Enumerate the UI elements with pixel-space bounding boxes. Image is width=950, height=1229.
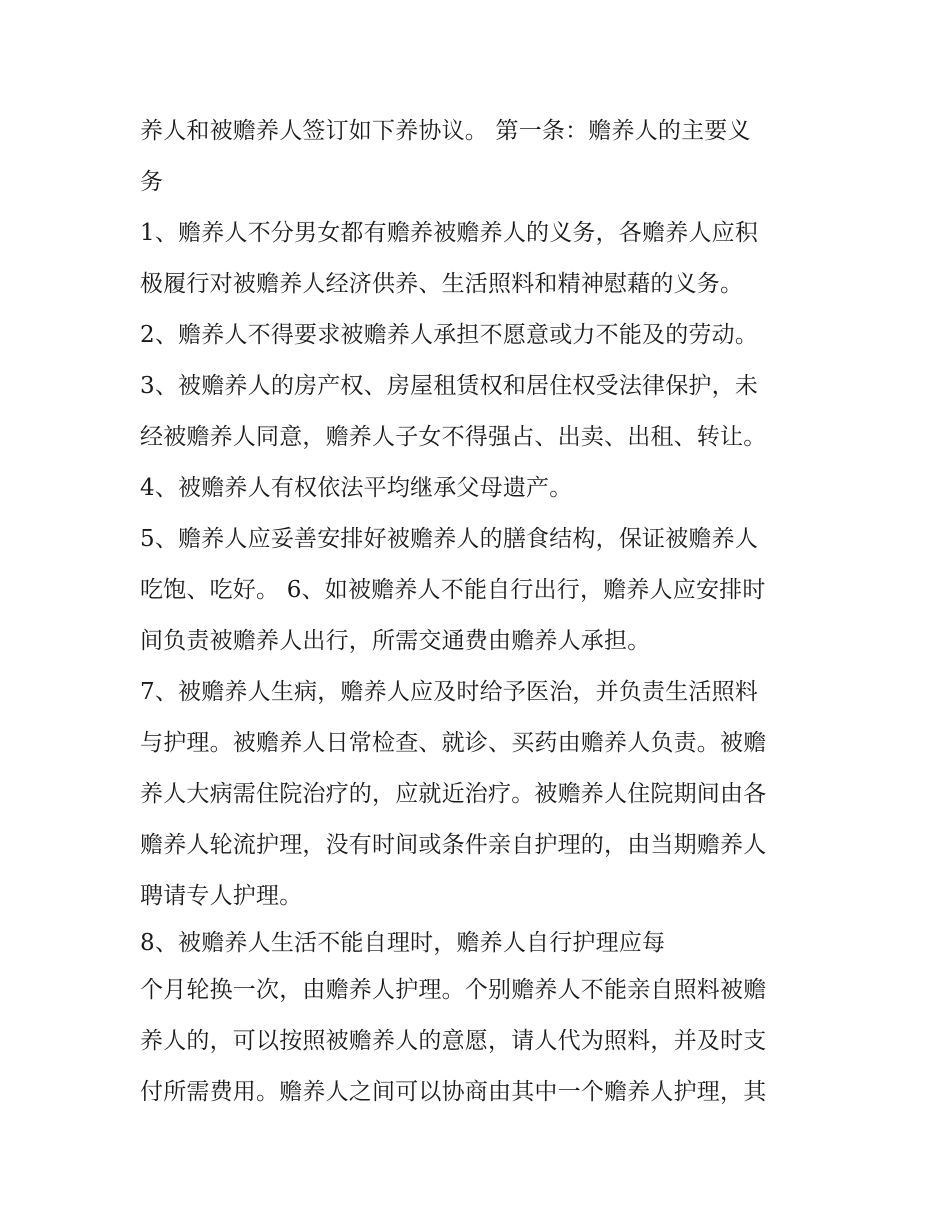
text-line: 8、被赡养人生活不能自理时，赡养人自行护理应每 bbox=[140, 930, 666, 956]
text-line: 付所需费用。赡养人之间可以协商由其中一个赡养人护理，其 bbox=[140, 1079, 767, 1105]
text-line: 极履行对被赡养人经济供养、生活照料和精神慰藉的义务。 bbox=[140, 271, 744, 297]
text-line: 与护理。被赡养人日常检查、就诊、买药由赡养人负责。被赡 bbox=[140, 730, 767, 756]
text-line: 养人大病需住院治疗的，应就近治疗。被赡养人住院期间由各 bbox=[140, 781, 767, 807]
text-line: 聘请专人护理。 bbox=[140, 883, 303, 909]
text-line: 养人的，可以按照被赡养人的意愿，请人代为照料，并及时支 bbox=[140, 1028, 767, 1054]
text-line: 4、被赡养人有权依法平均继承父母遗产。 bbox=[140, 475, 573, 501]
text-line: 赡养人轮流护理，没有时间或条件亲自护理的，由当期赡养人 bbox=[140, 832, 767, 858]
text-line: 养人和被赡养人签订如下养协议。 第一条：赡养人的主要义 bbox=[140, 118, 751, 144]
text-line: 间负责被赡养人出行，所需交通费由赡养人承担。 bbox=[140, 628, 651, 654]
text-line: 吃饱、吃好。 6、如被赡养人不能自行出行，赡养人应安排时 bbox=[140, 577, 766, 603]
text-line: 个月轮换一次，由赡养人护理。个别赡养人不能亲自照料被赡 bbox=[140, 977, 767, 1003]
text-line: 3、被赡养人的房产权、房屋租赁权和居住权受法律保护，未 bbox=[140, 373, 759, 399]
text-line: 5、赡养人应妥善安排好被赡养人的膳食结构，保证被赡养人 bbox=[140, 526, 759, 552]
text-line: 2、赡养人不得要求被赡养人承担不愿意或力不能及的劳动。 bbox=[140, 322, 759, 348]
text-line: 经被赡养人同意，赡养人子女不得强占、出卖、出租、转让。 bbox=[140, 424, 767, 450]
text-line: 1、赡养人不分男女都有赡养被赡养人的义务，各赡养人应积 bbox=[140, 220, 759, 246]
text-line: 7、被赡养人生病，赡养人应及时给予医治，并负责生活照料 bbox=[140, 679, 759, 705]
text-line: 务 bbox=[140, 169, 164, 195]
agreement-text bbox=[140, 106, 820, 1118]
